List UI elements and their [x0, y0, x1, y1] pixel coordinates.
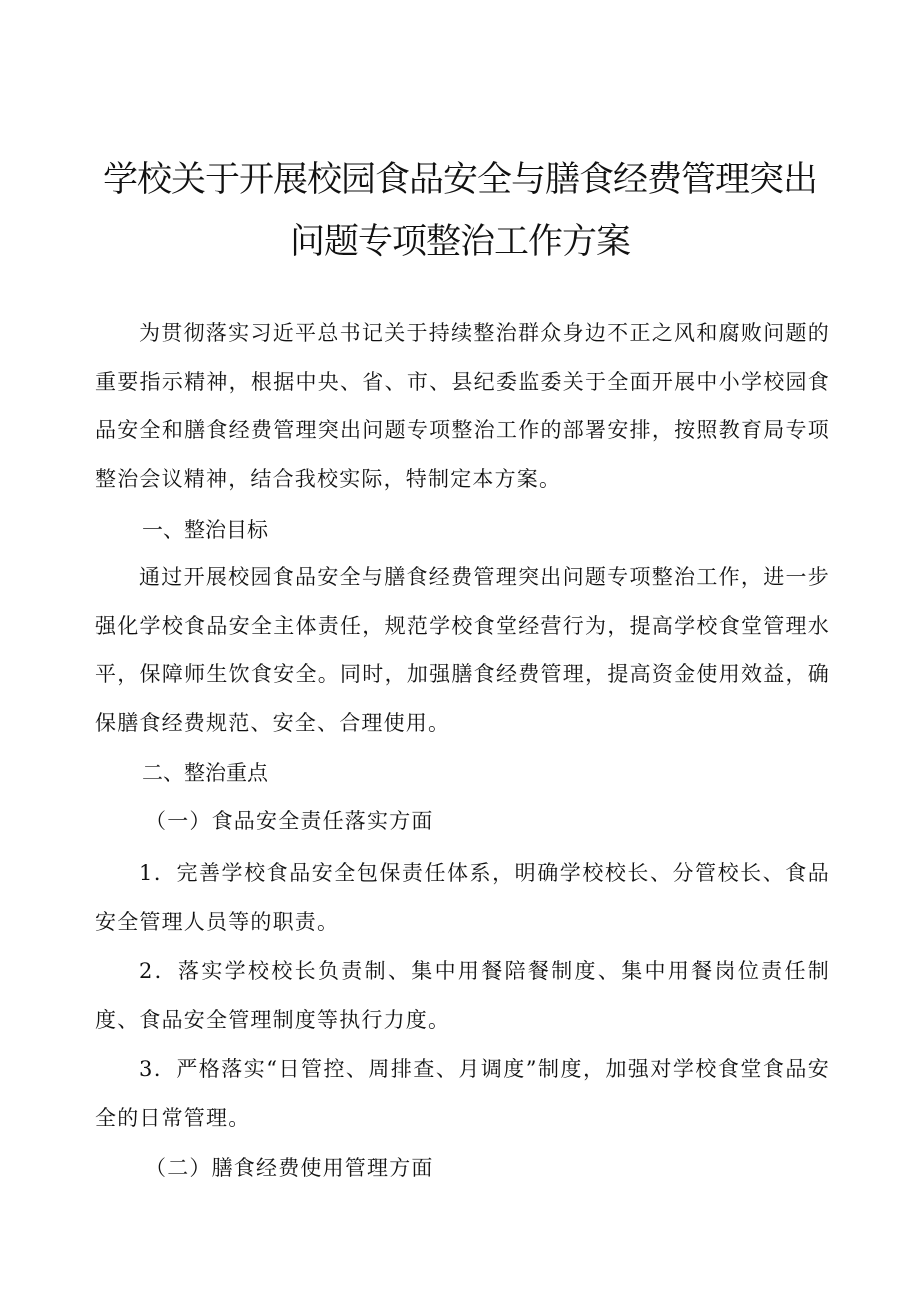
- list-item-1: 1．完善学校食品安全包保责任体系，明确学校校长、分管校长、食品安全管理人员等的职责。: [95, 861, 830, 934]
- list-item-2: 2．落实学校校长负责制、集中用餐陪餐制度、集中用餐岗位责任制度、食品安全管理制度等执行力度。: [95, 959, 830, 1032]
- section-1-body: 通过开展校园食品安全与膳食经费管理突出问题专项整治工作，进一步强化学校食品安全主体责任，规范学校食堂经营行为，提高学校食堂管理水平，保障师生饮食安全。同时，加强膳食经费管理，提高资金使用效益，确保膳食经费规范、安全、合理使用。: [95, 565, 830, 735]
- section-1-heading: 一、整治目标: [142, 518, 268, 542]
- document-title-line-2: 问题专项整治工作方案: [289, 222, 630, 262]
- intro-paragraph: 为贯彻落实习近平总书记关于持续整治群众身边不正之风和腐败问题的重要指示精神，根据中央、省、市、县纪委监委关于全面开展中小学校园食品安全和膳食经费管理突出问题专项整治工作的部署安排，按照教育局专项整治会议精神，结合我校实际，特制定本方案。: [95, 321, 830, 491]
- list-item-3: 3．严格落实“日管控、周排查、月调度”制度，加强对学校食堂食品安全的日常管理。: [95, 1057, 830, 1130]
- subsection-1-heading: （一）食品安全责任落实方面: [145, 809, 434, 833]
- subsection-2-heading: （二）膳食经费使用管理方面: [145, 1156, 434, 1180]
- document-title-line-1: 学校关于开展校园食品安全与膳食经费管理突出: [102, 160, 817, 200]
- section-2-heading: 二、整治重点: [142, 761, 268, 785]
